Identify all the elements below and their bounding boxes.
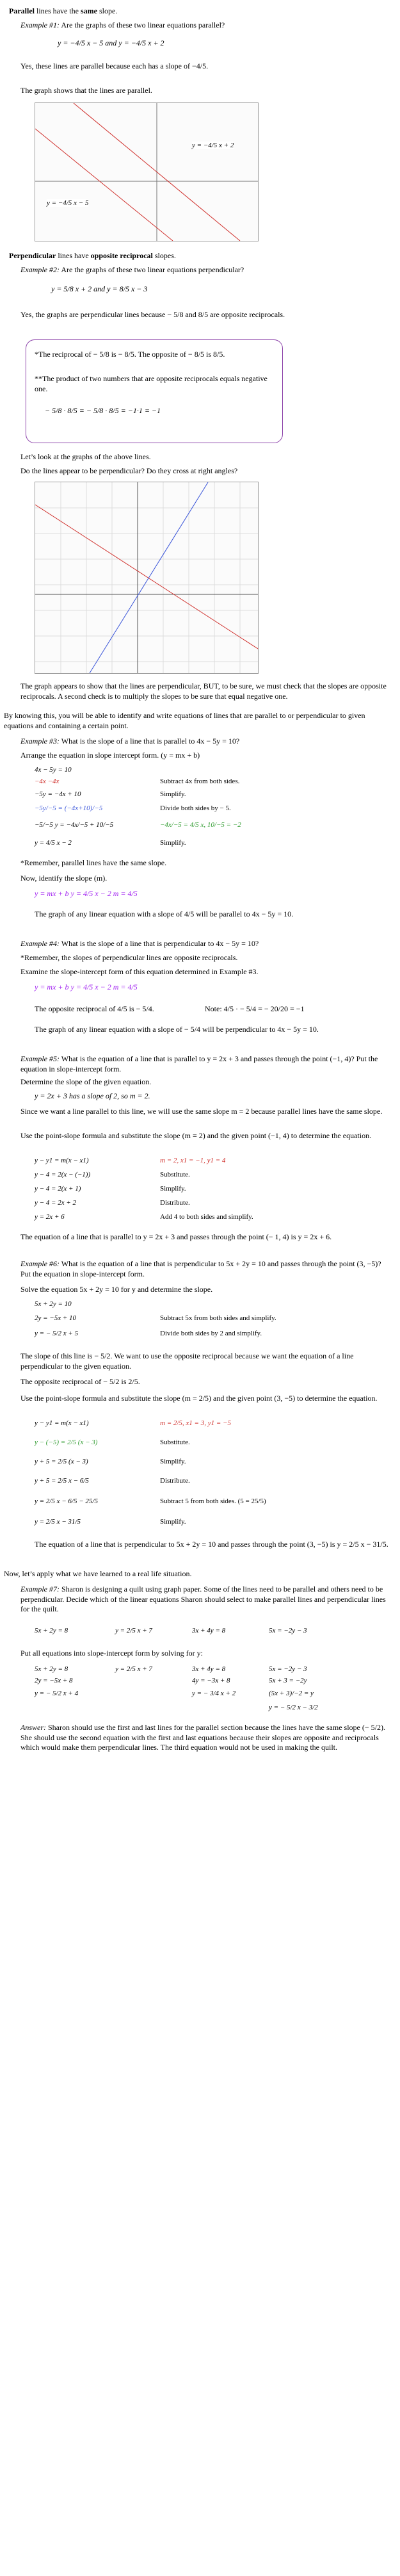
parallel-intro: Parallel lines have the same slope. [9, 6, 118, 15]
ex1-label-upper: y = −4/5 x + 2 [192, 142, 234, 149]
ex6-step-3: y = − 5/2 x + 5 [35, 1330, 79, 1337]
ex2-look: Let’s look at the graphs of the above lines. [20, 452, 151, 461]
ex1-graph-svg [35, 103, 258, 241]
ex5-slope: y = 2x + 3 has a slope of 2, so m = 2. [35, 1091, 150, 1100]
ex2-line-red [35, 505, 258, 649]
ex6-s2-step-6: y = 2/5 x − 31/5 [35, 1518, 81, 1526]
ex6-question: Example #6: What is the equation of a line that is perpendicular to 5x + 2y = 10 and passes through the point (3, −5)? Put the equation in slope-intercept form. [20, 1259, 381, 1278]
ex7-c2-1: y = 2/5 x + 7 [115, 1665, 152, 1673]
ex3-step-4: −5y/−5 = (−4x+10)/−5 [35, 804, 103, 812]
ex4-form: y = mx + b y = 4/5 x − 2 m = 4/5 [35, 982, 138, 991]
ex7-c3-3: y = − 3/4 x + 2 [192, 1690, 236, 1697]
ex2-answer: Yes, the graphs are perpendicular lines because − 5/8 and 8/5 are opposite reciprocals. [20, 310, 285, 319]
ex5-use: Use the point-slope formula and substitute the slope (m = 2) and the given point (−1, 4) to determine the equation. [20, 1131, 372, 1140]
ex7-c4-3: (5x + 3)/−2 = y [269, 1690, 314, 1697]
ex7-eq-1: 5x + 2y = 8 [35, 1627, 68, 1634]
ex3-step-5: −5/−5 y = −4x/−5 + 10/−5 [35, 821, 114, 829]
ex4-examine: Examine the slope-intercept form of this equation determined in Example #3. [20, 967, 259, 976]
ex5-step-2-note: Substitute. [160, 1171, 190, 1178]
ex6-step-2: 2y = −5x + 10 [35, 1314, 77, 1322]
ex2-grid [35, 482, 258, 673]
ex3-step-6-note: Simplify. [160, 839, 186, 847]
ex5-step-3-note: Simplify. [160, 1185, 186, 1193]
ex6-s2-step-2-note: Substitute. [160, 1439, 190, 1446]
ex5-step-4-note: Distribute. [160, 1199, 190, 1207]
real-life-intro: Now, let’s apply what we have learned to a real life situation. [4, 1569, 192, 1578]
ex6-s2-step-5: y = 2/5 x − 6/5 − 25/5 [35, 1497, 98, 1505]
ex2-callout-2: **The product of two numbers that are opposite reciprocals equals negative one. [35, 374, 268, 393]
ex6-opp: The opposite reciprocal of − 5/2 is 2/5. [20, 1377, 140, 1386]
ex6-s2-step-5-note: Subtract 5 from both sides. (5 = 25/5) [160, 1497, 266, 1505]
ex7-c1-1: 5x + 2y = 8 [35, 1665, 68, 1673]
ex5-question: Example #5: What is the equation of a line that is parallel to y = 2x + 3 and passes through the point (−1, 4)? Put the equation in slope-intercept form. [20, 1054, 378, 1073]
ex6-step-2-note: Subtract 5x from both sides and simplify. [160, 1314, 276, 1322]
ex5-step-1: y − y1 = m(x − x1) [35, 1157, 89, 1164]
ex5-conclusion: The equation of a line that is parallel to y = 2x + 3 and passes through the point (− 1, 4) is y = 2x + 6. [20, 1232, 332, 1241]
ex7-convert: Put all equations into slope-intercept form by solving for y: [20, 1649, 203, 1658]
ex6-s2-step-3-note: Simplify. [160, 1458, 186, 1465]
ex2-line-blue [90, 482, 208, 673]
ex3-question: Example #3: What is the slope of a line that is parallel to 4x − 5y = 10? [20, 737, 240, 746]
ex2-question: Example #2: Are the graphs of these two linear equations perpendicular? [20, 265, 244, 274]
ex1-line-lower [35, 129, 173, 241]
ex1-question: Example #1: Are the graphs of these two linear equations parallel? [20, 20, 225, 29]
ex2-callout-3: − 5/8 · 8/5 = − 5/8 · 8/5 = −1·1 = −1 [45, 406, 161, 415]
ex6-s2-step-1: y − y1 = m(x − x1) [35, 1419, 89, 1427]
ex7-c4-1: 5x = −2y − 3 [269, 1665, 307, 1673]
ex3-conclusion: The graph of any linear equation with a slope of 4/5 will be parallel to 4x − 5y = 10. [35, 909, 294, 918]
ex7-answer: Answer: Sharon should use the first and last lines for the parallel section because the lines have the same slope (− 5/2). She should use the second equation with the first and last equations because their slopes are opposite and reciprocals which would make them perpendicular lines. The third equation would not be used in making the quilt. [20, 1723, 385, 1752]
ex7-c4-4: y = − 5/2 x − 3/2 [269, 1704, 318, 1711]
ex3-arrange: Arrange the equation in slope intercept form. (y = mx + b) [20, 751, 200, 760]
ex6-slope-is: The slope of this line is − 5/2. We want to use the opposite reciprocal because we want the equation of a line perpendicular to the given equation. [20, 1351, 354, 1371]
ex3-step-3: −5y = −4x + 10 [35, 790, 81, 798]
ex1-label-lower: y = −4/5 x − 5 [47, 199, 89, 207]
ex7-c4-2: 5x + 3 = −2y [269, 1677, 307, 1684]
ex1-answer: Yes, these lines are parallel because each has a slope of −4/5. [20, 61, 209, 70]
ex2-after: The graph appears to show that the lines are perpendicular, BUT, to be sure, we must check that the slopes are opposite reciprocals. A second check is to multiply the slopes to be sure that equal negative one. [20, 681, 387, 701]
ex5-step-4: y − 4 = 2x + 2 [35, 1199, 77, 1207]
ex7-eq-2: y = 2/5 x + 7 [115, 1627, 152, 1634]
ex2-question-2: Do the lines appear to be perpendicular? Do they cross at right angles? [20, 466, 238, 475]
ex3-step-4-note: Divide both sides by − 5. [160, 804, 231, 812]
ex6-s2-step-6-note: Simplify. [160, 1518, 186, 1526]
perp-intro: Perpendicular lines have opposite reciprocal slopes. [9, 251, 176, 260]
ex5-step-3: y − 4 = 2(x + 1) [35, 1185, 81, 1193]
ex6-use: Use the point-slope formula and substitute the slope (m = 2/5) and the given point (3, −5) to determine the equation. [20, 1394, 378, 1403]
ex7-c3-2: 4y = −3x + 8 [192, 1677, 230, 1684]
ex3-step-5-note: −4x/−5 = 4/5 x, 10/−5 = −2 [160, 821, 241, 829]
ex2-callout-1: *The reciprocal of − 5/8 is − 8/5. The opposite of − 8/5 is 8/5. [35, 350, 225, 359]
ex4-question: Example #4: What is the slope of a line that is perpendicular to 4x − 5y = 10? [20, 939, 259, 948]
ex5-step-5-note: Add 4 to both sides and simplify. [160, 1213, 253, 1221]
ex6-s2-step-1-note: m = 2/5, x1 = 3, y1 = −5 [160, 1419, 231, 1427]
ex4-note: Note: 4/5 · − 5/4 = − 20/20 = −1 [205, 1004, 305, 1013]
ex3-identify: Now, identify the slope (m). [20, 874, 108, 883]
ex6-s2-step-4: y + 5 = 2/5 x − 6/5 [35, 1477, 89, 1485]
ex6-s2-step-3: y + 5 = 2/5 (x − 3) [35, 1458, 88, 1465]
ex3-step-2: −4x −4x [35, 778, 60, 785]
ex5-step-1-note: m = 2, x1 = −1, y1 = 4 [160, 1157, 226, 1164]
ex3-form: y = mx + b y = 4/5 x − 2 m = 4/5 [35, 889, 138, 898]
ex2-equations: y = 5/8 x + 2 and y = 8/5 x − 3 [51, 284, 148, 293]
ex6-step-1: 5x + 2y = 10 [35, 1300, 72, 1308]
ex6-solve: Solve the equation 5x + 2y = 10 for y and determine the slope. [20, 1285, 213, 1294]
ex6-s2-step-2: y − (−5) = 2/5 (x − 3) [35, 1439, 98, 1446]
ex5-step-5: y = 2x + 6 [35, 1213, 65, 1221]
ex3-step-2-note: Subtract 4x from both sides. [160, 778, 240, 785]
ex2-graph [35, 482, 259, 674]
ex6-s2-step-4-note: Distribute. [160, 1477, 190, 1485]
ex1-equations: y = −4/5 x − 5 and y = −4/5 x + 2 [58, 38, 164, 47]
ex7-question: Example #7: Sharon is designing a quilt using graph paper. Some of the lines need to be parallel and others need to be perpendicular. Decide which of the linear equations Sharon should select to make parallel lines and perpendicular lines for the quilt. [20, 1585, 386, 1614]
ex7-eq-4: 5x = −2y − 3 [269, 1627, 307, 1634]
ex5-step-2: y − 4 = 2(x − (−1)) [35, 1171, 91, 1178]
ex3-step-1: 4x − 5y = 10 [35, 766, 72, 774]
knowing-text: By knowing this, you will be able to identify and write equations of lines that are parallel to or perpendicular to given equations and containing a certain point. [4, 711, 365, 730]
ex4-opposite: The opposite reciprocal of 4/5 is − 5/4. [35, 1004, 154, 1013]
ex5-determine: Determine the slope of the given equation. [20, 1077, 152, 1086]
ex4-remember: *Remember, the slopes of perpendicular lines are opposite reciprocals. [20, 953, 238, 962]
ex6-conclusion: The equation of a line that is perpendicular to 5x + 2y = 10 and passes through the point (3, −5) is y = 2/5 x − 31/5. [35, 1540, 388, 1549]
ex5-since: Since we want a line parallel to this line, we will use the same slope m = 2 because parallel lines have the same slope. [20, 1107, 383, 1116]
ex7-c1-2: 2y = −5x + 8 [35, 1677, 73, 1684]
ex7-eq-3: 3x + 4y = 8 [192, 1627, 226, 1634]
ex3-step-3-note: Simplify. [160, 790, 186, 798]
ex3-remember: *Remember, parallel lines have the same slope. [20, 858, 167, 867]
ex1-graph-caption: The graph shows that the lines are parallel. [20, 86, 152, 95]
ex3-step-6: y = 4/5 x − 2 [35, 839, 72, 847]
ex7-c1-3: y = − 5/2 x + 4 [35, 1690, 79, 1697]
ex7-c3-1: 3x + 4y = 8 [192, 1665, 226, 1673]
ex2-graph-svg [35, 482, 258, 673]
ex1-graph [35, 102, 259, 241]
ex6-step-3-note: Divide both sides by 2 and simplify. [160, 1330, 262, 1337]
ex4-conclusion: The graph of any linear equation with a slope of − 5/4 will be perpendicular to 4x − 5y = 10. [35, 1025, 319, 1034]
